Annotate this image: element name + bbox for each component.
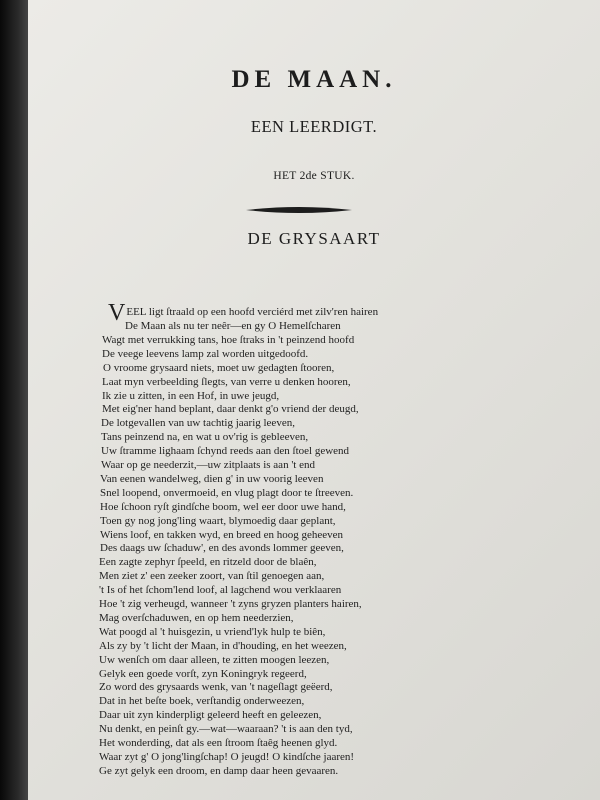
poem-line: Wagt met verrukking tans, hoe ſtraks in 't peinzend hoofd (102, 333, 355, 346)
drop-cap: V (108, 300, 126, 326)
poem-line: Wat poogd al 't huisgezin, u vriend'lyk hulp te biên, (99, 625, 326, 638)
poem-line: Een zagte zephyr ſpeeld, en ritzeld door de blaên, (99, 556, 317, 569)
poem-line: Gelyk een goede vorſt, zyn Koningryk regeerd, (99, 667, 307, 680)
poem-line: Hoe 't zig verheugd, wanneer 't zyns gryzen planters hairen, (99, 598, 362, 610)
poem-line: Hoe ſchoon ryſt gindſche boom, wel eer door uwe hand, (100, 500, 346, 513)
poem-line: Zo word des grysaards wenk, van 't nageſlagt geëerd, (99, 681, 333, 694)
poem-line: Wiens loof, en takken wyd, en breed en hoog geheeven (100, 528, 343, 541)
poem-line: Van eenen wandelweg, dien g' in uw voorig leeven (100, 472, 324, 485)
poem-line: Waar zyt g' O jong'lingſchap! O jeugd! O kindſche jaaren! (99, 750, 355, 763)
poem-line: De Maan als nu ter neêr—en gy O Hemelſcharen (125, 320, 341, 332)
poem-line: Uw ſtramme lighaam ſchynd reeds aan den ſtoel gewend (101, 445, 350, 458)
poem-line-text: EEL ligt ſtraald op een hoofd verciérd met zilv'ren hairen (126, 306, 379, 318)
poem-line: Met eig'ner hand beplant, daar denkt g'o vriend der deugd, (102, 403, 359, 416)
page-title: DE MAAN. (231, 66, 397, 93)
poem-body (28, 295, 600, 775)
poem-line: Dat in het beſte boek, verſtandig onderweezen, (99, 695, 305, 708)
poem-line: Snel loopend, onvermoeid, en vlug plagt door te ſtreeven. (100, 486, 354, 499)
poem-line: Waar op ge neederzit,—uw zitplaats is aan 't end (101, 459, 315, 471)
page-subtitle: EEN LEERDIGT. (250, 117, 378, 136)
poem-line: Laat myn verbeelding ſlegts, van verre u denken hooren, (102, 375, 351, 388)
poem-line: Uw wenſch om daar alleen, te zitten moogen leezen, (99, 653, 330, 666)
poem-line: Toen gy nog jong'ling waart, blymoedig daar geplant, (100, 514, 336, 527)
poem-line: Nu denkt, en peinſt gy.—wat—waaraan? 't is aan den tyd, (99, 723, 353, 736)
book-page (28, 0, 600, 800)
poem-line: Ge zyt gelyk een droom, en damp daar heen gevaaren. (99, 764, 339, 777)
poem-line: De lotgevallen van uw tachtig jaarig leeven, (101, 417, 295, 430)
poem-line: Het wonderding, dat als een ſtroom ſtaêg heenen glyd. (99, 737, 338, 749)
section-heading: DE GRYSAART (247, 229, 381, 248)
poem-line: Des daags uw ſchaduw', en des avonds lommer geeven, (100, 542, 344, 555)
poem-line: 't Is of het ſchom'lend loof, al lagchend wou verklaaren (99, 584, 342, 597)
poem-line: O vroome grysaard niets, moet uw gedagten ſtooren, (103, 361, 335, 374)
poem-line: Men ziet z' een zeeker zoort, van ſtil genoegen aan, (99, 570, 325, 583)
poem-line: Als zy by 't licht der Maan, in d'houding, en het weezen, (99, 639, 347, 652)
poem-line: Mag overſchaduwen, en op hem neederzien, (99, 611, 294, 624)
poem-line: De veege leevens lamp zal worden uitgedoofd. (102, 347, 309, 360)
poem-line: Ik zie u zitten, in een Hof, in uwe jeugd, (102, 389, 280, 402)
poem-line: Tans peinzend na, en wat u ov'rig is gebleeven, (101, 431, 309, 444)
ornamental-rule (244, 205, 354, 215)
part-label: HET 2de STUK. (273, 170, 355, 182)
book-gutter-shadow (0, 0, 30, 800)
poem-line: Daar uit zyn kinderpligt geleerd heeft en geleezen, (99, 709, 322, 722)
